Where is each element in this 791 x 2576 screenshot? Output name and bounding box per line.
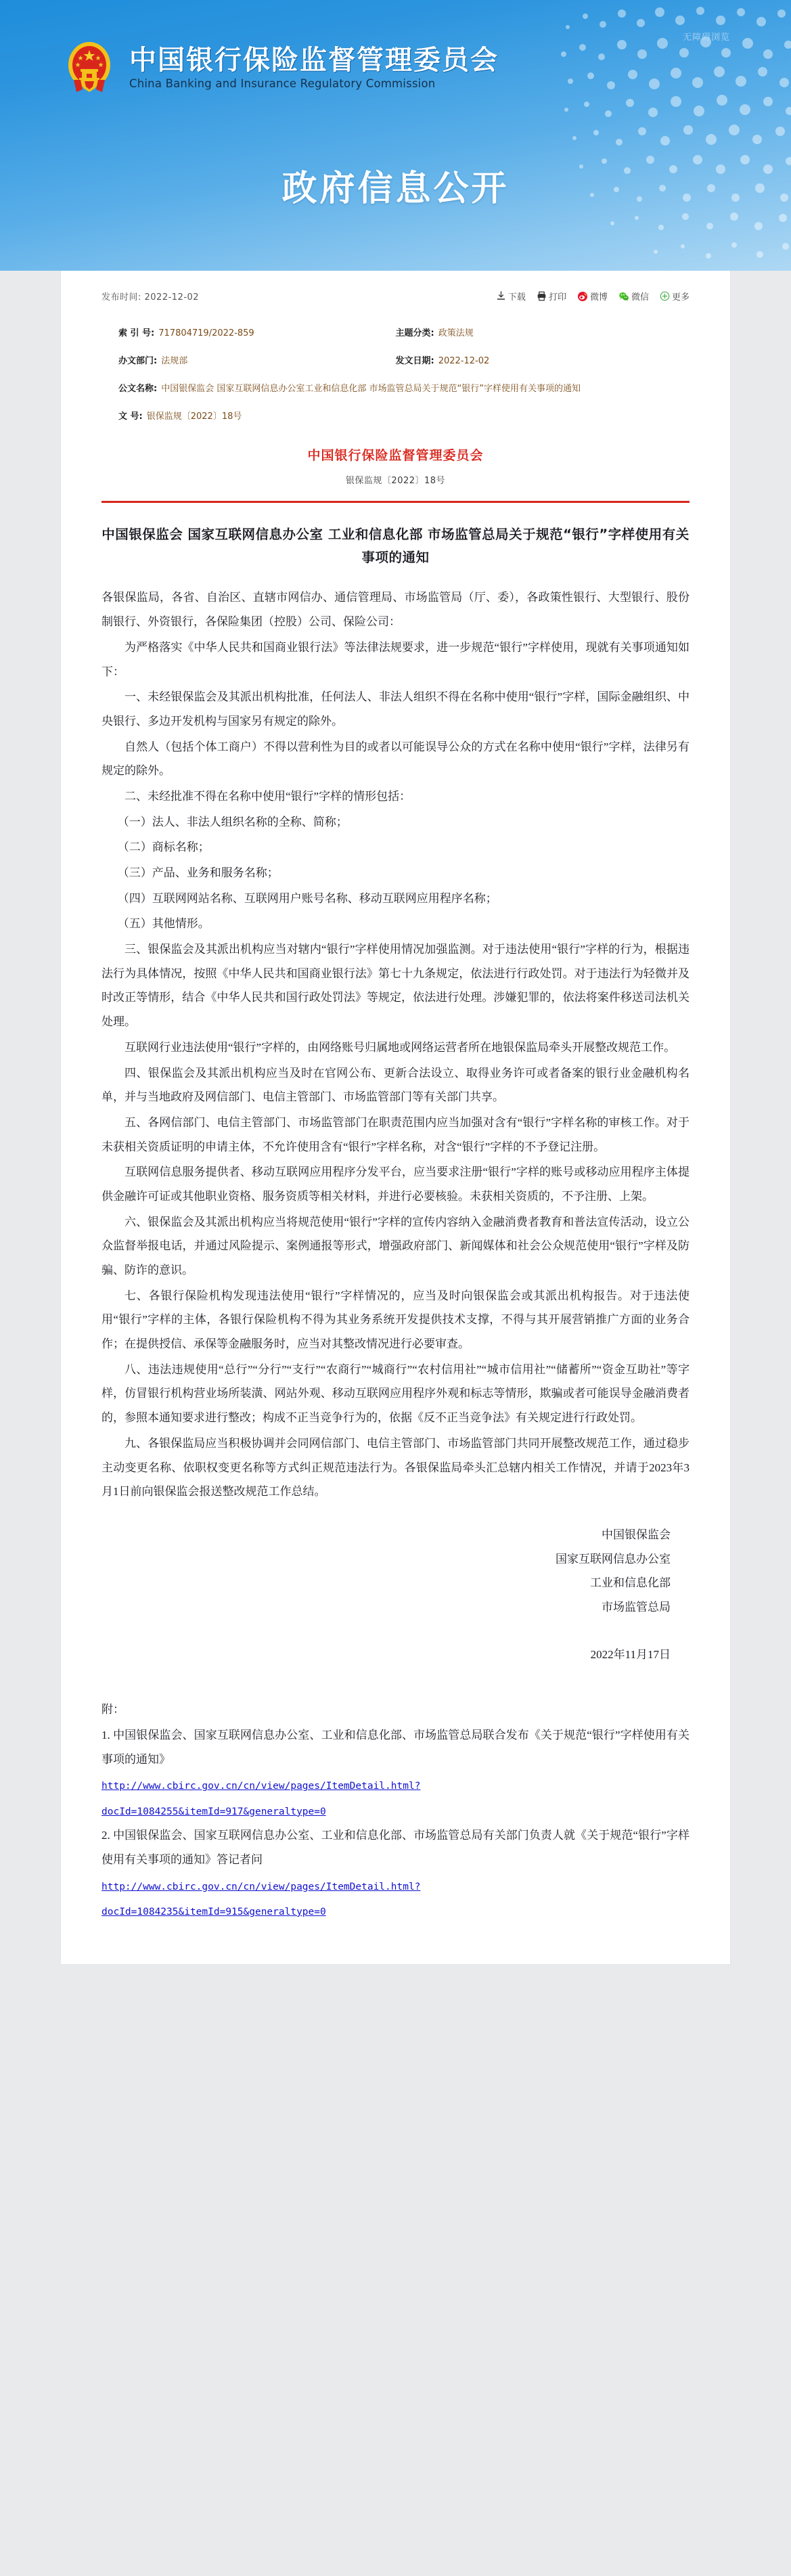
article-paper (61, 271, 730, 1964)
print-icon (537, 291, 547, 301)
metadata-date (396, 353, 673, 370)
attachment-title: 2. 中国银保监会、国家互联网信息办公室、工业和信息化部、市场监管总局有关部门负责人就《关于规范“银行”字样使用有关事项的通知》答记者问 (101, 1829, 690, 1866)
document-paragraph: （二）商标名称； (117, 841, 210, 854)
document-paragraph: （三）产品、业务和服务名称； (117, 866, 279, 879)
metadata-row (118, 326, 673, 342)
page-title: 政府信息公开 (281, 169, 510, 209)
weibo-icon (577, 291, 588, 302)
dept-label: 办文部门: (118, 356, 158, 367)
attachment-link-line (101, 1773, 690, 1798)
share-toolbar (496, 290, 690, 303)
document-paragraph: 八、违法违规使用“总行”“分行”“支行”“农商行”“城商行”“农村信用社”“城市信用社”“储蓄所”“资金互助社”等字样，仿冒银行机构营业场所装潢、网站外观、移动互联网应用程序外观和标志等情形，欺骗或者可能误导金融消费者的，参照本通知要求进行整改；构成不正当竞争行为的，依据《反不正当竞争法》有关规定进行行政处罚。 (101, 1362, 690, 1425)
document-paragraph: 九、各银保监局应当积极协调并会同网信部门、电信主管部门、市场监管部门共同开展整改规范工作，通过稳步主动变更名称、依职权变更名称等方式纠正规范违法行为。各银保监局牵头汇总辖内相关工作情况，并请于2023年3月1日前向银保监会报送整改规范工作总结。 (101, 1436, 690, 1498)
document-paragraph: 六、银保监会及其派出机构应当将规范使用“银行”字样的宣传内容纳入金融消费者教育和普法宣传活动，设立公众监督举报电话，并通过风险提示、案例通报等形式，增强政府部门、新闻媒体和社会公众规范使用“银行”字样及防骗、防诈的意识。 (101, 1215, 690, 1276)
accessible-browsing-link[interactable]: 无障碍浏览 (682, 32, 730, 43)
metadata-row (118, 353, 673, 370)
date-value: 2022-12-02 (438, 356, 490, 367)
attachment-link[interactable]: docId=1084235&itemId=915&generaltype=0 (101, 1906, 326, 1917)
docno-label: 文 号: (118, 412, 143, 422)
download-icon (496, 291, 506, 301)
attachment-link[interactable]: http://www.cbirc.gov.cn/cn/view/pages/ItemDetail.html? (101, 1781, 421, 1792)
wechat-label: 微信 (631, 292, 649, 303)
category-value: 政策法规 (438, 328, 474, 338)
metadata-docno (118, 409, 673, 425)
attachment-link-line (101, 1898, 690, 1924)
metadata-category (396, 326, 673, 342)
attachments-label: 附： (101, 1703, 125, 1716)
more-share-button[interactable] (660, 290, 690, 303)
national-emblem-icon (64, 39, 114, 96)
metadata-row (118, 409, 673, 425)
more-icon (660, 291, 670, 301)
document-paragraph: （四）互联网网站名称、互联网用户账号名称、移动互联网应用程序名称； (117, 891, 497, 905)
brand-title-cn: 中国银行保险监督管理委员会 (129, 44, 499, 76)
document-paragraph: （五）其他情形。 (117, 917, 210, 931)
document-paragraph: （一）法人、非法人组织名称的全称、简称； (117, 815, 348, 828)
download-label: 下载 (507, 292, 526, 303)
decorative-dot-pattern (554, 0, 791, 271)
document-paragraph: 为严格落实《中华人民共和国商业银行法》等法律法规要求，进一步规范“银行”字样使用，现就有关事项通知如下： (101, 640, 690, 678)
document-paragraph: 互联网信息服务提供者、移动互联网应用程序分发平台，应当要求注册“银行”字样的账号或移动应用程序主体提供金融许可证或其他职业资格、服务资质等相关材料，并进行必要核验。未获相关资质的，不予注册、上架。 (101, 1165, 690, 1203)
attachment-link[interactable]: docId=1084255&itemId=917&generaltype=0 (101, 1806, 326, 1817)
document-body (101, 503, 690, 1924)
weibo-share-button[interactable] (577, 290, 608, 303)
document-title: 中国银保监会 国家互联网信息办公室 工业和信息化部 市场监管总局关于规范“银行”字样使用有关事项的通知 (101, 527, 690, 566)
document-paragraph: 各银保监局，各省、自治区、直辖市网信办、通信管理局、市场监管局（厅、委），各政策性银行、大型银行、股份制银行、外资银行，各保险集团（控股）公司、保险公司： (101, 591, 690, 629)
document-paragraph: 互联网行业违法使用“银行”字样的，由网络账号归属地或网络运营者所在地银保监局牵头开展整改规范工作。 (125, 1040, 676, 1054)
document-paragraph: 一、未经银保监会及其派出机构批准，任何法人、非法人组织不得在名称中使用“银行”字样，国际金融组织、中央银行、多边开发机构与国家另有规定的除外。 (101, 690, 690, 728)
metadata-dept (118, 353, 396, 370)
signature-block (101, 1523, 690, 1620)
document-paragraph: 四、银保监会及其派出机构应当及时在官网公布、更新合法设立、取得业务许可或者备案的银行业金融机构名单，并与当地政府及网信部门、电信主管部门、市场监管部门等有关部门共享。 (101, 1066, 690, 1104)
brand-title-en: China Banking and Insurance Regulatory Commission (129, 76, 436, 90)
document-number: 银保监规〔2022〕18号 (345, 476, 446, 487)
date-label: 发文日期: (395, 356, 434, 367)
download-button[interactable] (496, 290, 526, 303)
more-label: 更多 (671, 292, 690, 303)
dept-value: 法规部 (161, 356, 188, 367)
attachment-link-line (101, 1798, 690, 1823)
docname-value: 中国银保监会 国家互联网信息办公室工业和信息化部 市场监管总局关于规范“银行”字样使用有关事项的通知 (161, 384, 581, 395)
document-paragraph: 自然人（包括个体工商户）不得以营利性为目的或者以可能误导公众的方式在名称中使用“银行”字样，法律另有规定的除外。 (101, 740, 690, 778)
site-brand (64, 39, 499, 96)
index-label: 索 引 号: (118, 328, 155, 338)
metadata-row (118, 381, 673, 397)
attachment-link-line (101, 1873, 690, 1898)
publish-time: 发布时间: 2022-12-02 (101, 292, 200, 303)
signature-date: 2022年11月17日 (590, 1647, 671, 1661)
signature-line: 中国银保监会 (602, 1528, 671, 1541)
weibo-label: 微博 (589, 292, 608, 303)
issuing-authority-red: 中国银行保险监督管理委员会 (307, 448, 484, 464)
attachment-link[interactable]: http://www.cbirc.gov.cn/cn/view/pages/ItemDetail.html? (101, 1881, 421, 1892)
site-banner (0, 0, 791, 271)
document-paragraph: 二、未经批准不得在名称中使用“银行”字样的情形包括： (125, 789, 411, 803)
category-label: 主题分类: (395, 328, 434, 338)
article-toolbar (61, 271, 730, 303)
document-metadata (118, 326, 673, 425)
print-button[interactable] (537, 290, 566, 303)
metadata-docname (118, 381, 673, 397)
signature-line: 工业和信息化部 (590, 1576, 671, 1590)
wechat-share-button[interactable] (618, 290, 649, 303)
signature-line: 国家互联网信息办公室 (556, 1552, 671, 1565)
index-value: 717804719/2022-859 (158, 328, 254, 338)
attachments-list (101, 1723, 690, 1924)
document-paragraph: 七、各银行保险机构发现违法使用“银行”字样情况的，应当及时向银保监会或其派出机构报告。对于违法使用“银行”字样的主体，各银行保险机构不得为其业务系统开发提供技术支撑，不得与其开展营销推广方面的业务合作；在提供授信、承保等金融服务时，应当对其整改情况进行必要审查。 (101, 1289, 690, 1351)
docno-value: 银保监规〔2022〕18号 (146, 412, 242, 422)
document-paragraph: 五、各网信部门、电信主管部门、市场监管部门在职责范围内应当加强对含有“银行”字样名称的审核工作。对于未获相关资质证明的申请主体，不允许使用含有“银行”字样名称，对含“银行”字样的不予登记注册。 (101, 1115, 690, 1153)
document-paragraph: 三、银保监会及其派出机构应当对辖内“银行”字样使用情况加强监测。对于违法使用“银行”字样的行为，根据违法行为具体情况，按照《中华人民共和国商业银行法》第七十九条规定，依法进行行政处罚。对于违法行为轻微并及时改正等情形，结合《中华人民共和国行政处罚法》等规定，依法进行处理。涉嫌犯罪的，依法将案件移送司法机关处理。 (101, 943, 690, 1029)
signature-line: 市场监管总局 (602, 1600, 671, 1614)
page-background (0, 271, 791, 1991)
attachments-block (101, 1697, 690, 1924)
attachment-title: 1. 中国银保监会、国家互联网信息办公室、工业和信息化部、市场监管总局联合发布《关于规范“银行”字样使用有关事项的通知》 (101, 1729, 690, 1766)
print-label: 打印 (548, 292, 566, 303)
metadata-index (118, 326, 396, 342)
document-paragraphs (101, 585, 690, 1503)
docname-label: 公文名称: (118, 384, 158, 395)
wechat-icon (618, 291, 629, 302)
